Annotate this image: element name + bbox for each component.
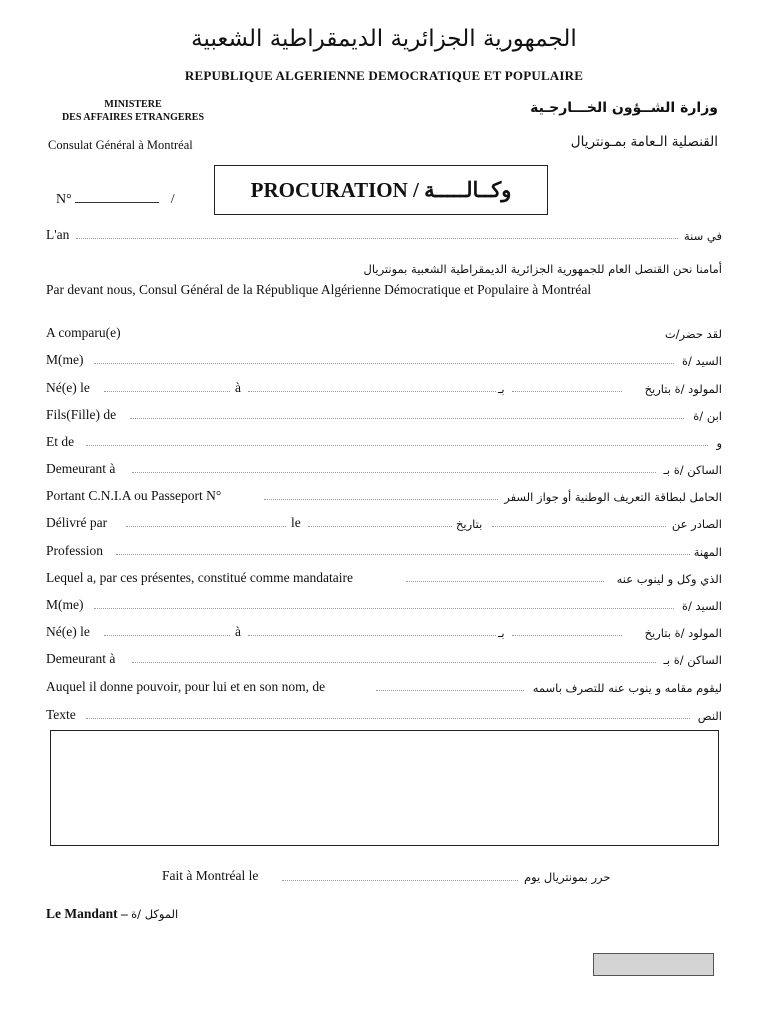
form-row — [46, 515, 722, 535]
field-label-ar: و — [716, 436, 722, 450]
mandant-label — [46, 906, 178, 922]
year-field[interactable] — [76, 238, 678, 239]
field-input[interactable] — [116, 554, 690, 555]
field-input[interactable] — [132, 472, 656, 473]
consulate-french: Consulat Général à Montréal — [48, 138, 193, 152]
field-label-ar: النص — [697, 709, 722, 723]
field-mid-fr: à — [235, 624, 241, 639]
field-mid-ar: بتاريخ — [456, 517, 483, 531]
field-label-ar: المولود /ة بتاريخ — [644, 626, 722, 640]
number-line[interactable] — [75, 192, 159, 203]
field-label-fr: Texte — [46, 707, 76, 722]
field-input[interactable] — [264, 499, 498, 500]
field-label-fr: Né(e) le — [46, 624, 90, 639]
field-label-ar: لقد حضر/ت — [664, 327, 722, 341]
field-label-ar: الذي وكل و لينوب عنه — [616, 572, 722, 586]
field-input[interactable] — [406, 581, 604, 582]
birth-date-ar-input[interactable] — [512, 391, 622, 392]
field-label-ar: الساكن /ة بـ — [663, 463, 722, 477]
year-label-ar: في سنة — [683, 229, 722, 243]
form-row — [46, 597, 722, 617]
field-label-fr: M(me) — [46, 352, 84, 367]
field-mid-fr: à — [235, 380, 241, 395]
year-label-fr: L'an — [46, 227, 70, 242]
field-input[interactable] — [86, 718, 690, 719]
field-label-ar: ليقوم مقامه و ينوب عنه للتصرف باسمه — [532, 681, 722, 695]
field-mid-fr: le — [291, 515, 301, 530]
field-label-ar: ابن /ة — [693, 409, 722, 423]
consulate-arabic: القنصلية الـعامة بمـونتريال — [570, 134, 718, 150]
field-mid-ar: بـ — [498, 626, 505, 640]
mandant-label-ar: الموكل /ة — [131, 907, 179, 921]
form-row — [46, 707, 722, 727]
field-label-ar: السيد /ة — [681, 354, 722, 368]
place-date-ar: حرر بمونتريال يوم — [524, 870, 611, 884]
birth-date-input[interactable] — [104, 635, 230, 636]
field-label-fr: Demeurant à — [46, 651, 116, 666]
ministry-arabic: وزارة الشــؤون الخـــارجـية — [530, 100, 718, 116]
form-row — [46, 407, 722, 427]
field-input[interactable] — [94, 608, 674, 609]
form-row — [46, 380, 722, 400]
field-label-fr: A comparu(e) — [46, 325, 121, 340]
field-input[interactable] — [86, 445, 708, 446]
form-row — [46, 461, 722, 481]
issue-date-ar-input[interactable] — [492, 526, 666, 527]
form-row — [46, 679, 722, 699]
field-label-fr: Auquel il donne pouvoir, pour lui et en son nom, de — [46, 679, 326, 694]
place-date-fr: Fait à Montréal le — [162, 868, 259, 883]
document-number — [56, 192, 175, 208]
number-separator: / — [170, 192, 175, 207]
intro-french: Par devant nous, Consul Général de la République Algérienne Démocratique et Populaire à Montréal — [46, 282, 592, 297]
field-label-ar: الساكن /ة بـ — [663, 653, 722, 667]
field-label-fr: Profession — [46, 543, 103, 558]
field-label-fr: Né(e) le — [46, 380, 90, 395]
form-row — [46, 570, 722, 590]
field-label-fr: Lequel a, par ces présentes, constitué comme mandataire — [46, 570, 353, 585]
form-row — [46, 352, 722, 372]
field-input[interactable] — [132, 662, 656, 663]
issue-date-input[interactable] — [308, 526, 452, 527]
mandant-label-fr: Le Mandant – — [46, 906, 128, 921]
field-mid-ar: بـ — [498, 382, 505, 396]
birth-date-input[interactable] — [104, 391, 230, 392]
document-title — [214, 165, 548, 215]
document-title-text: PROCURATION / وكــالـــــة — [250, 177, 512, 202]
form-row — [46, 624, 722, 644]
field-label-ar: الحامل لبطاقة التعريف الوطنية أو جواز السفر — [504, 490, 722, 504]
form-row — [46, 543, 722, 563]
header-title-arabic: الجمهورية الجزائرية الديمقراطية الشعبية — [191, 26, 577, 52]
header-title-french: REPUBLIQUE ALGERIENNE DEMOCRATIQUE ET POPULAIRE — [184, 68, 584, 83]
field-label-fr: Portant C.N.I.A ou Passeport N° — [46, 488, 222, 503]
issued-by-input[interactable] — [126, 526, 286, 527]
field-label-fr: Et de — [46, 434, 75, 449]
text-box[interactable] — [50, 730, 719, 846]
intro-arabic: أمامنا نحن القنصل العام للجمهورية الجزائرية الديمقراطية الشعبية بمونتريال — [363, 262, 722, 276]
field-label-ar: الصادر عن — [671, 517, 722, 531]
field-label-fr: Délivré par — [46, 515, 108, 530]
field-label-ar: المهنة — [693, 545, 722, 559]
number-label: N° — [56, 192, 72, 207]
birth-place-input[interactable] — [248, 391, 496, 392]
form-row — [46, 434, 722, 454]
field-label-fr: Demeurant à — [46, 461, 116, 476]
form-row — [46, 488, 722, 508]
field-input[interactable] — [130, 418, 684, 419]
field-input[interactable] — [94, 363, 674, 364]
field-input[interactable] — [376, 690, 524, 691]
field-label-ar: المولود /ة بتاريخ — [644, 382, 722, 396]
birth-place-input[interactable] — [248, 635, 496, 636]
form-row — [46, 325, 722, 345]
field-label-ar: السيد /ة — [681, 599, 722, 613]
place-date-input[interactable] — [282, 880, 518, 881]
field-label-fr: Fils(Fille) de — [46, 407, 117, 422]
ministry-french-text: MINISTERE DES AFFAIRES ETRANGERES — [61, 99, 205, 123]
form-row — [46, 651, 722, 671]
stamp-box — [593, 953, 714, 976]
birth-date-ar-input[interactable] — [512, 635, 622, 636]
ministry-french — [48, 98, 218, 124]
year-row — [46, 227, 722, 247]
field-label-fr: M(me) — [46, 597, 84, 612]
